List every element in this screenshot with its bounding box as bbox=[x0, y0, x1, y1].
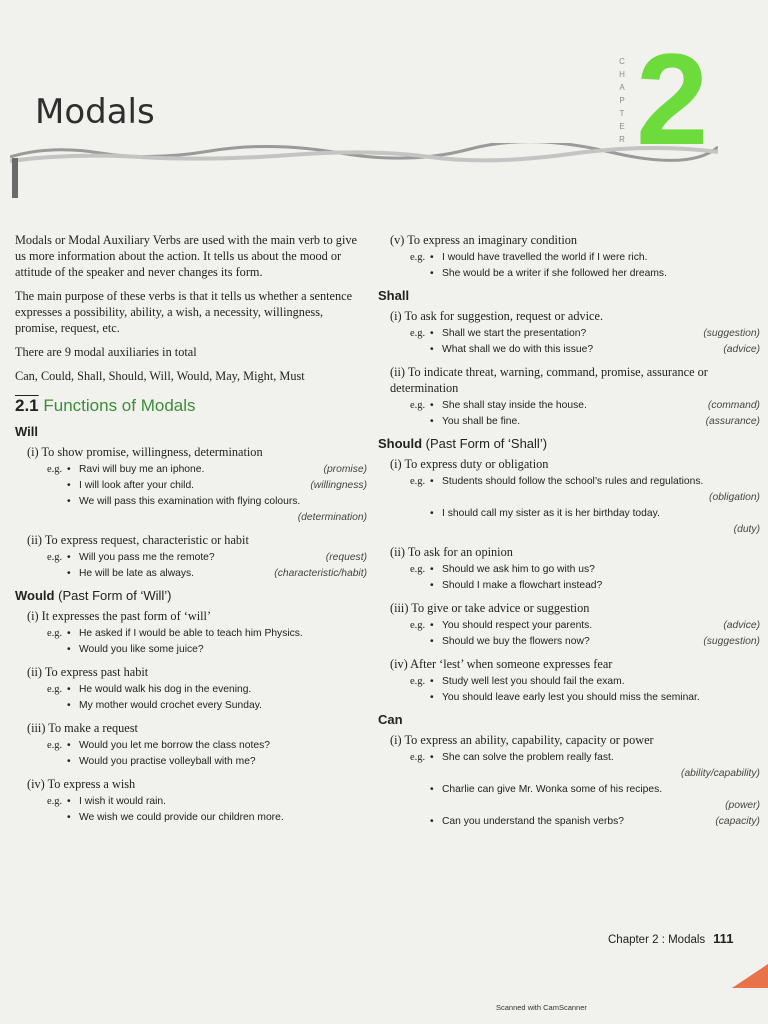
eg-label: e.g. bbox=[410, 400, 426, 411]
example bbox=[430, 782, 760, 814]
example-tag: (ability/capability) bbox=[681, 768, 760, 779]
eg-label: e.g. bbox=[410, 752, 426, 763]
page-title: Modals bbox=[35, 92, 155, 132]
example-block bbox=[410, 250, 760, 282]
example-text: I will look after your child. bbox=[79, 480, 195, 491]
eg-label: e.g. bbox=[47, 464, 63, 475]
example bbox=[430, 398, 760, 414]
example-block bbox=[47, 794, 367, 826]
example bbox=[430, 342, 760, 358]
example: • Would you practise volleyball with me? bbox=[67, 754, 367, 770]
example bbox=[67, 462, 367, 478]
item-text: (i) To show promise, willingness, determination bbox=[27, 445, 263, 459]
example-tag: (obligation) bbox=[709, 492, 760, 503]
chapter-number: 2 bbox=[636, 26, 709, 172]
example-block bbox=[410, 326, 760, 358]
would-item-5 bbox=[378, 232, 760, 282]
would-item-3 bbox=[15, 720, 367, 770]
can-heading: Can bbox=[378, 712, 403, 727]
section-title: Functions of Modals bbox=[43, 396, 196, 415]
example: • I wish it would rain. bbox=[67, 794, 367, 810]
shall-heading: Shall bbox=[378, 288, 410, 303]
should-heading bbox=[378, 436, 760, 452]
chapter-label bbox=[617, 55, 627, 146]
item-text: (iv) To express a wish bbox=[27, 777, 136, 791]
scanner-watermark: Scanned with CamScanner bbox=[496, 1003, 587, 1012]
example: • Should we ask him to go with us? bbox=[430, 562, 760, 578]
example-block bbox=[47, 550, 367, 582]
item-text: (ii) To ask for an opinion bbox=[390, 545, 513, 559]
example-text: Students should follow the school’s rules and regulations. bbox=[442, 476, 704, 487]
example-text: She can solve the problem really fast. bbox=[442, 752, 614, 763]
section-number: 2.1 bbox=[15, 396, 39, 415]
example-tag: (assurance) bbox=[705, 416, 760, 427]
example-text: What shall we do with this issue? bbox=[442, 344, 594, 355]
example bbox=[430, 618, 760, 634]
example-tag: (suggestion) bbox=[703, 636, 760, 647]
will-item-2 bbox=[15, 532, 367, 582]
should-item-4 bbox=[378, 656, 760, 706]
would-item-1 bbox=[15, 608, 367, 658]
section-heading bbox=[15, 398, 367, 414]
intro-paragraph-2: The main purpose of these verbs is that it tells us whether a sentence expresses a possibility, ability, a wish, a necessity, willingness, promise, request, etc. bbox=[15, 289, 353, 335]
example-text: We will pass this examination with flying colours. bbox=[79, 496, 301, 507]
item-text: (i) To ask for suggestion, request or advice. bbox=[390, 309, 604, 323]
example-block bbox=[47, 462, 367, 526]
example bbox=[430, 506, 760, 538]
example: • We wish we could provide our children more. bbox=[67, 810, 367, 826]
example-block bbox=[47, 682, 367, 714]
example: • Should I make a flowchart instead? bbox=[430, 578, 760, 594]
eg-label: e.g. bbox=[410, 252, 426, 263]
item-text: (iii) To give or take advice or suggestion bbox=[390, 601, 590, 615]
item-text: (i) To express duty or obligation bbox=[390, 457, 549, 471]
example: • I would have travelled the world if I were rich. bbox=[430, 250, 760, 266]
title-divider bbox=[10, 143, 718, 167]
example-tag: (duty) bbox=[733, 524, 760, 535]
page-number: 111 bbox=[713, 931, 734, 946]
eg-label: e.g. bbox=[410, 676, 426, 687]
eg-label: e.g. bbox=[47, 552, 63, 563]
shall-item-2 bbox=[378, 364, 760, 430]
eg-label: e.g. bbox=[410, 564, 426, 575]
example: • Would you let me borrow the class notes? bbox=[67, 738, 367, 754]
example-block bbox=[410, 674, 760, 706]
will-item-1 bbox=[15, 444, 367, 526]
example-text: I should call my sister as it is her birthday today. bbox=[442, 508, 660, 519]
example-text: Will you pass me the remote? bbox=[79, 552, 215, 563]
item-text: (v) To express an imaginary condition bbox=[390, 233, 578, 247]
can-item-1 bbox=[378, 732, 760, 830]
intro-paragraph-4: Can, Could, Shall, Should, Will, Would, May, Might, Must bbox=[15, 369, 305, 383]
example bbox=[430, 474, 760, 506]
example-tag: (capacity) bbox=[715, 816, 760, 827]
should-item-1 bbox=[378, 456, 760, 538]
would-item-2 bbox=[15, 664, 367, 714]
example bbox=[67, 550, 367, 566]
item-text: (ii) To express past habit bbox=[27, 665, 149, 679]
should-heading-sub: (Past Form of ‘Shall’) bbox=[425, 436, 548, 451]
footer-label: Chapter 2 : Modals bbox=[608, 934, 706, 946]
would-item-4 bbox=[15, 776, 367, 826]
eg-label: e.g. bbox=[47, 740, 63, 751]
example bbox=[67, 478, 367, 494]
example: • He would walk his dog in the evening. bbox=[67, 682, 367, 698]
right-column bbox=[378, 232, 760, 836]
example: • He asked if I would be able to teach him Physics. bbox=[67, 626, 367, 642]
example-text: Shall we start the presentation? bbox=[442, 328, 587, 339]
would-heading bbox=[15, 588, 367, 604]
example-block bbox=[410, 750, 760, 830]
example-tag: (promise) bbox=[323, 464, 367, 475]
example-text: You shall be fine. bbox=[442, 416, 521, 427]
should-heading-word: Should bbox=[378, 436, 423, 451]
example-tag: (determination) bbox=[297, 512, 367, 523]
should-item-3 bbox=[378, 600, 760, 650]
eg-label: e.g. bbox=[47, 628, 63, 639]
example bbox=[67, 494, 367, 526]
example-tag: (advice) bbox=[723, 620, 760, 631]
example-tag: (willingness) bbox=[310, 480, 367, 491]
item-text: (iv) After ‘lest’ when someone expresses fear bbox=[390, 657, 613, 671]
example-text: Charlie can give Mr. Wonka some of his recipes. bbox=[442, 784, 663, 795]
item-text: (ii) To indicate threat, warning, command, promise, assurance or determination bbox=[390, 365, 708, 395]
item-text: (i) To express an ability, capability, capacity or power bbox=[390, 733, 654, 747]
example-text: Ravi will buy me an iphone. bbox=[79, 464, 205, 475]
eg-label: e.g. bbox=[47, 796, 63, 807]
example-block bbox=[410, 618, 760, 650]
example-block bbox=[47, 626, 367, 658]
shall-item-1 bbox=[378, 308, 760, 358]
example-text: You should respect your parents. bbox=[442, 620, 593, 631]
will-heading: Will bbox=[15, 424, 38, 439]
left-column bbox=[15, 232, 367, 832]
chapter-word: C H A P T E R bbox=[619, 57, 625, 144]
intro-paragraph-3: There are 9 modal auxiliaries in total bbox=[15, 345, 197, 359]
item-text: (i) It expresses the past form of ‘will’ bbox=[27, 609, 212, 623]
example-tag: (command) bbox=[707, 400, 760, 411]
example bbox=[430, 326, 760, 342]
example-block bbox=[410, 562, 760, 594]
item-text: (iii) To make a request bbox=[27, 721, 138, 735]
item-text: (ii) To express request, characteristic or habit bbox=[27, 533, 249, 547]
corner-mark bbox=[732, 964, 768, 988]
eg-label: e.g. bbox=[47, 684, 63, 695]
example-text: He will be late as always. bbox=[79, 568, 195, 579]
example: • She would be a writer if she followed her dreams. bbox=[430, 266, 760, 282]
would-heading-word: Would bbox=[15, 588, 55, 603]
example-text: Should we buy the flowers now? bbox=[442, 636, 590, 647]
example-block bbox=[410, 474, 760, 538]
eg-label: e.g. bbox=[410, 620, 426, 631]
example bbox=[430, 414, 760, 430]
example-block bbox=[410, 398, 760, 430]
example-tag: (characteristic/habit) bbox=[274, 568, 367, 579]
would-heading-sub: (Past Form of ‘Will’) bbox=[58, 588, 172, 603]
eg-label: e.g. bbox=[410, 328, 426, 339]
example bbox=[430, 814, 760, 830]
example-block bbox=[47, 738, 367, 770]
divider-edge bbox=[12, 158, 18, 198]
page-footer bbox=[608, 931, 733, 946]
example-text: She shall stay inside the house. bbox=[442, 400, 587, 411]
example-tag: (suggestion) bbox=[703, 328, 760, 339]
example: • My mother would crochet every Sunday. bbox=[67, 698, 367, 714]
example bbox=[67, 566, 367, 582]
should-item-2 bbox=[378, 544, 760, 594]
example bbox=[430, 634, 760, 650]
example-tag: (advice) bbox=[723, 344, 760, 355]
example-text: Can you understand the spanish verbs? bbox=[442, 816, 625, 827]
example: • Would you like some juice? bbox=[67, 642, 367, 658]
intro-paragraph-1: Modals or Modal Auxiliary Verbs are used with the main verb to give us more information about the action. It tells us about the mood or attitude of the speaker and never changes its form. bbox=[15, 233, 357, 279]
eg-label: e.g. bbox=[410, 476, 426, 487]
example-tag: (request) bbox=[325, 552, 367, 563]
example-tag: (power) bbox=[725, 800, 760, 811]
example bbox=[430, 750, 760, 782]
example: • Study well lest you should fail the exam. bbox=[430, 674, 760, 690]
example: • You should leave early lest you should miss the seminar. bbox=[430, 690, 760, 706]
